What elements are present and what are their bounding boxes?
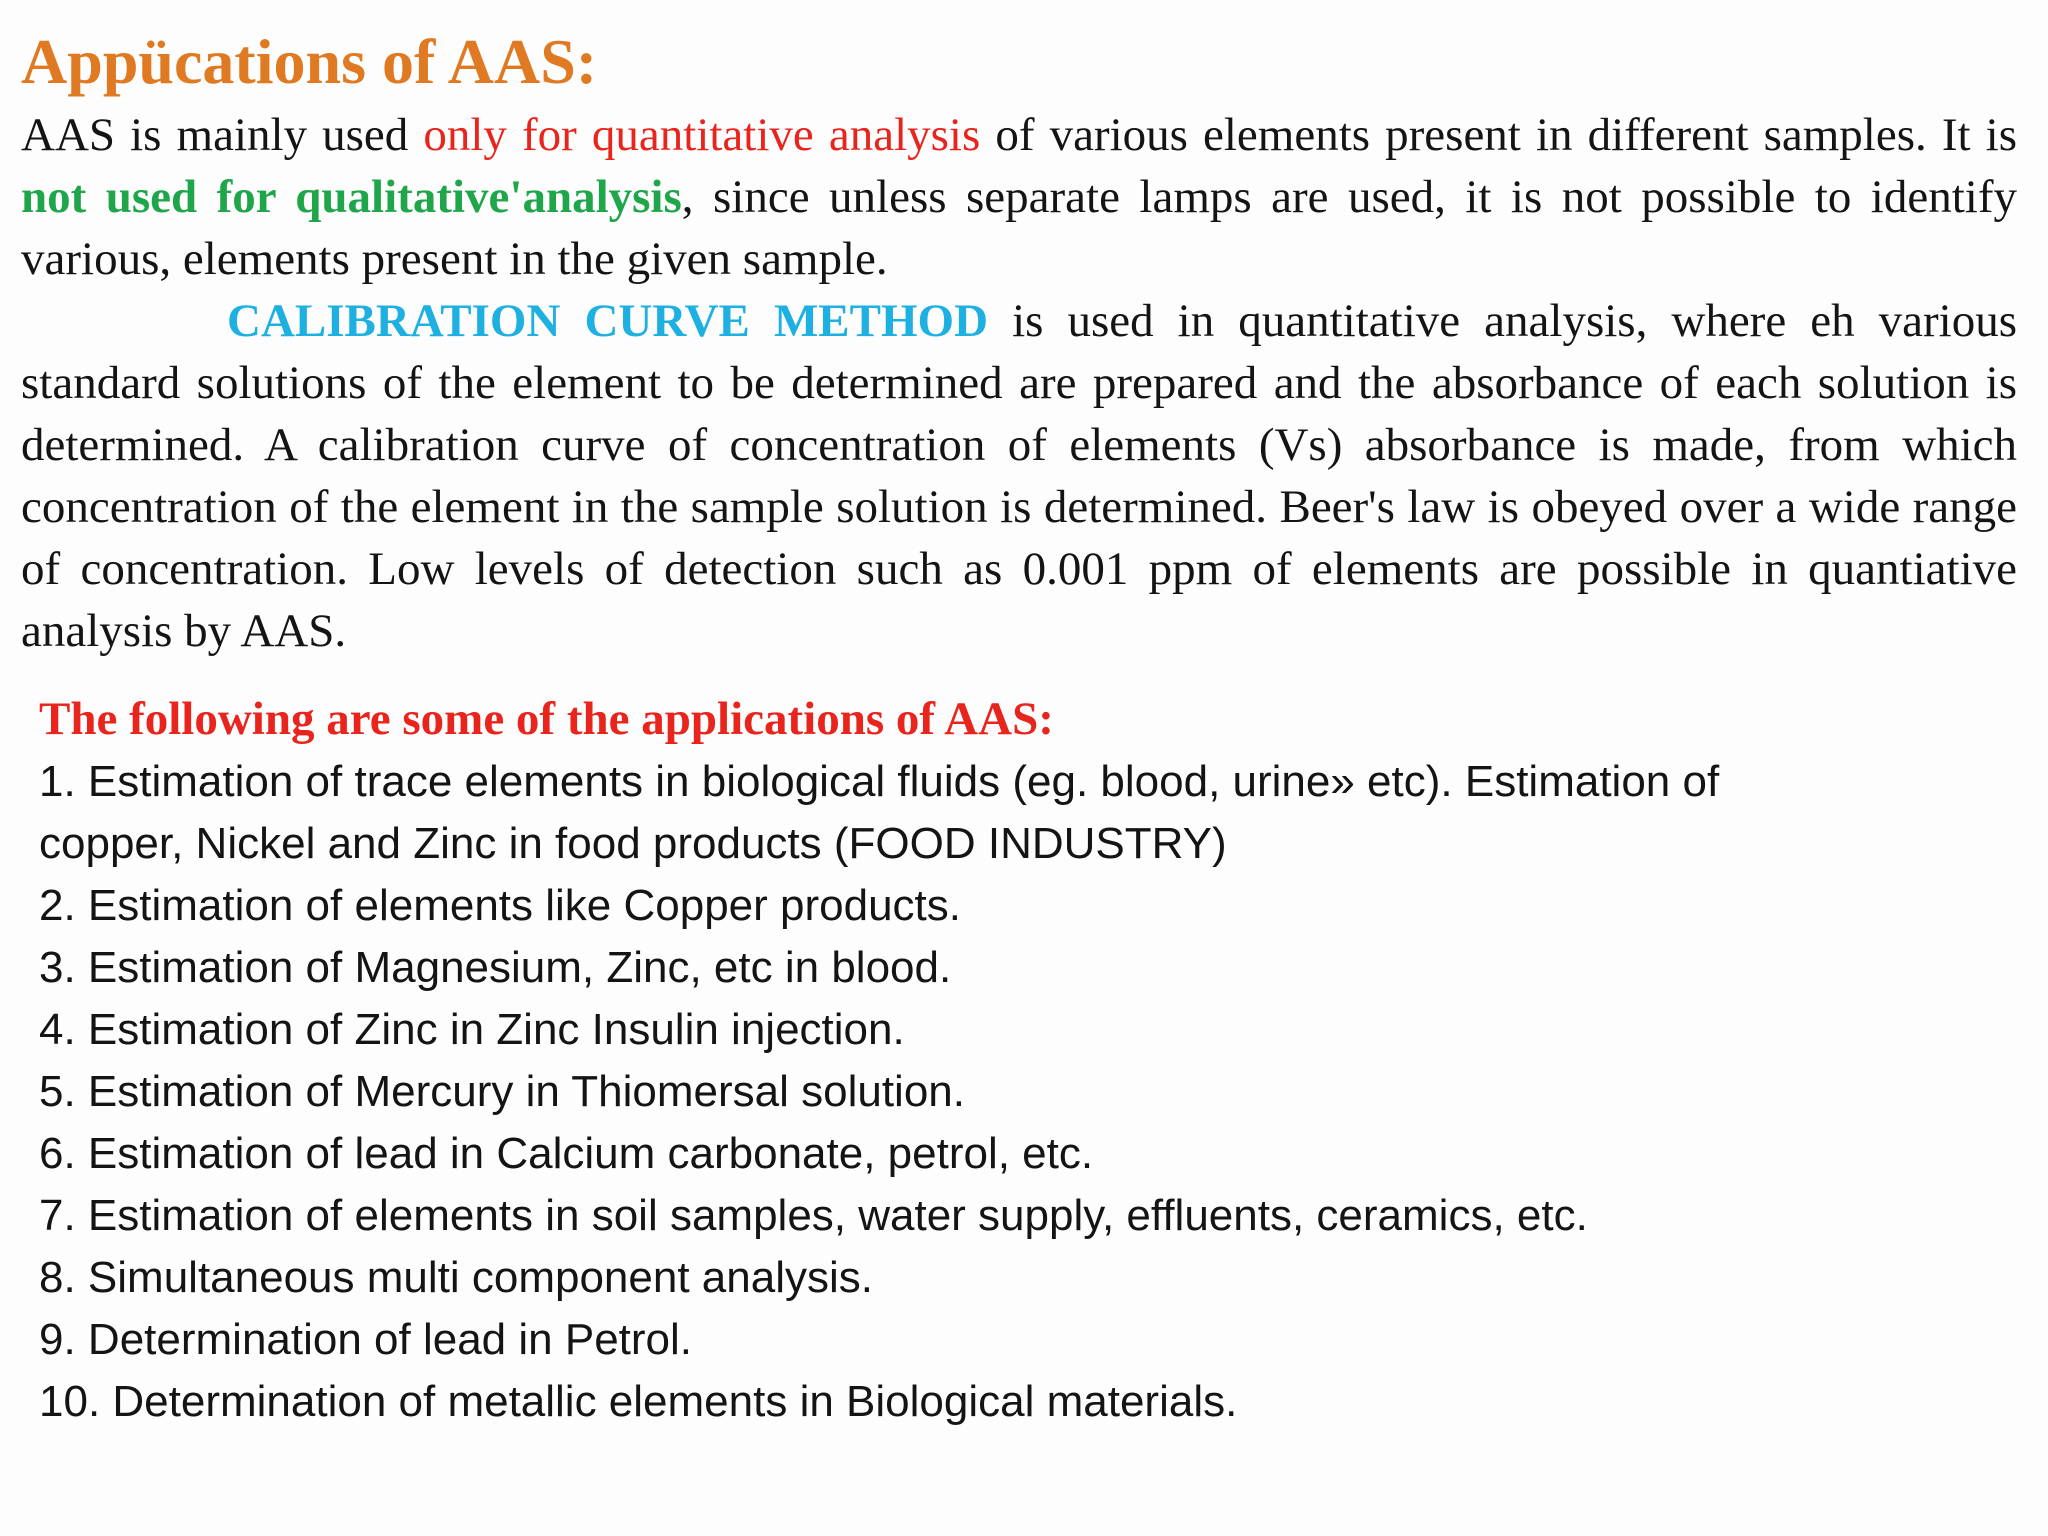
list-item (39, 1061, 1719, 1123)
list-item (39, 1309, 1719, 1371)
list-item-line: 5. Estimation of Mercury in Thiomersal solution. (39, 1067, 965, 1116)
list-item (39, 751, 1719, 875)
list-item-line: 10. Determination of metallic elements in Biological materials. (39, 1377, 1238, 1426)
list-item (39, 1371, 1719, 1433)
list-item (39, 937, 1719, 999)
intro-paragraph (21, 104, 2017, 290)
list-item-line: 9. Determination of lead in Petrol. (39, 1315, 693, 1364)
list-item-line: 8. Simultaneous multi component analysis. (39, 1253, 873, 1302)
quantitative-highlight: only for quantitative analysis (423, 109, 981, 161)
list-item (39, 1185, 1719, 1247)
list-item (39, 999, 1719, 1061)
qualitative-highlight: not used for qualitative'analysis (21, 171, 682, 223)
applications-heading: The following are some of the applications of AAS: (39, 693, 1054, 745)
list-item-line: copper, Nickel and Zinc in food products (FOOD INDUSTRY) (39, 819, 1227, 868)
list-item (39, 875, 1719, 937)
slide-title: Appücations of AAS: (21, 26, 598, 97)
list-item-line: 2. Estimation of elements like Copper products. (39, 881, 962, 930)
list-item-line: 7. Estimation of elements in soil samples, water supply, effluents, ceramics, etc. (39, 1191, 1588, 1240)
list-item-line: 6. Estimation of lead in Calcium carbonate, petrol, etc. (39, 1129, 1094, 1178)
applications-list (39, 751, 1719, 1433)
list-item-line: 4. Estimation of Zinc in Zinc Insulin injection. (39, 1005, 905, 1054)
intro-text-3: , since unless separate lamps are used, it is not possible to identify various, elements present in the given sample. (21, 171, 2017, 285)
list-item-line: 1. Estimation of trace elements in biological fluids (eg. blood, urine» etc). Estimation of (39, 757, 1720, 806)
calibration-text: is used in quantitative analysis, where eh various standard solutions of the element to be determined are prepared and the absorbance of each solution is determined. A calibration curve of concentration of elements (Vs) absorbance is made, from which concentration of the element in the sample solution is determined. Beer's law is obeyed over a wide range of concentration. Low levels of detection such as 0.001 ppm of elements are possible in quantiative analysis by AAS. (21, 295, 2017, 657)
intro-text-1: AAS is mainly used (21, 109, 424, 161)
list-item (39, 1247, 1719, 1309)
intro-text-2: of various elements present in different samples. It is (980, 109, 2017, 161)
list-item (39, 1123, 1719, 1185)
list-item-line: 3. Estimation of Magnesium, Zinc, etc in blood. (39, 943, 952, 992)
calibration-paragraph (21, 290, 2017, 662)
calibration-method-highlight: CALIBRATION CURVE METHOD (227, 295, 989, 347)
